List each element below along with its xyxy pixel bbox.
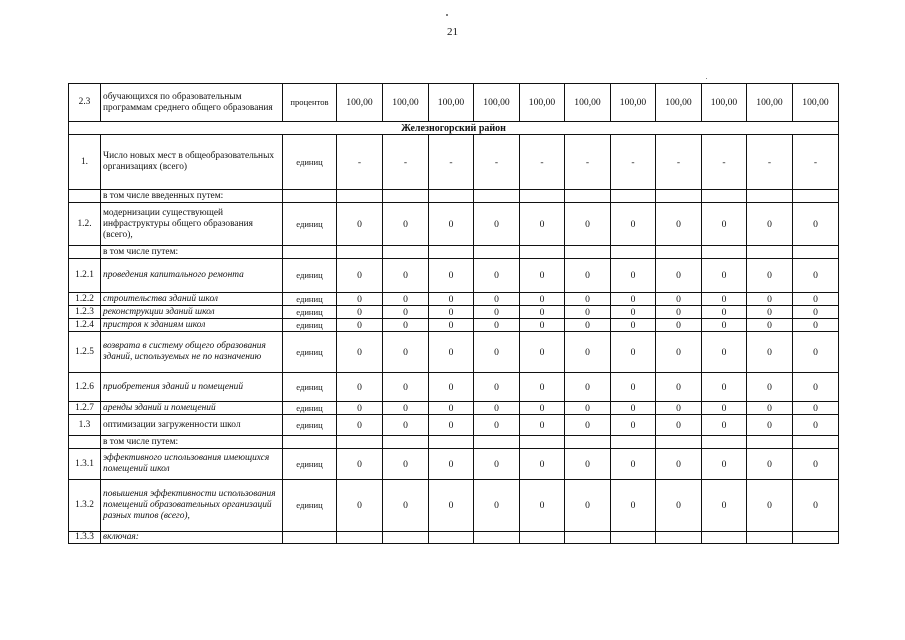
value-cell: - [656, 135, 702, 190]
value-cell: 0 [429, 332, 474, 373]
value-cell [520, 246, 565, 259]
table-row [69, 319, 839, 332]
value-cell: 100,00 [520, 84, 565, 122]
value-cell: 0 [656, 449, 702, 480]
row-number: 1.2.6 [69, 373, 101, 402]
row-label: модернизации существующей инфраструктуры общего образования (всего), [101, 203, 283, 246]
table-row [69, 259, 839, 293]
row-unit: единиц [283, 449, 337, 480]
row-unit [283, 436, 337, 449]
value-cell: 0 [520, 402, 565, 415]
value-cell: 0 [793, 402, 839, 415]
value-cell: 0 [611, 203, 656, 246]
scan-speck [706, 78, 707, 79]
table-body [69, 84, 839, 544]
value-cell [565, 532, 611, 544]
row-unit: единиц [283, 373, 337, 402]
value-cell [656, 246, 702, 259]
value-cell: 0 [565, 402, 611, 415]
row-label: включая: [101, 532, 283, 544]
value-cell: 100,00 [474, 84, 520, 122]
value-cell: 0 [656, 373, 702, 402]
value-cell: 0 [474, 293, 520, 306]
row-label: возврата в систему общего образования зданий, используемых не по назначению [101, 332, 283, 373]
row-label: в том числе путем: [101, 436, 283, 449]
value-cell: 0 [702, 415, 747, 436]
row-number: 1.2.4 [69, 319, 101, 332]
value-cell: 0 [611, 373, 656, 402]
value-cell: 0 [383, 449, 429, 480]
value-cell [429, 532, 474, 544]
row-label: реконструкции зданий школ [101, 306, 283, 319]
value-cell [337, 532, 383, 544]
value-cell [565, 246, 611, 259]
value-cell: 0 [429, 373, 474, 402]
value-cell: 0 [793, 306, 839, 319]
row-unit: единиц [283, 480, 337, 532]
value-cell: 100,00 [611, 84, 656, 122]
value-cell: 0 [474, 306, 520, 319]
value-cell [702, 246, 747, 259]
value-cell: 0 [383, 293, 429, 306]
value-cell: 0 [656, 402, 702, 415]
row-label: эффективного использования имеющихся помещений школ [101, 449, 283, 480]
value-cell: - [611, 135, 656, 190]
value-cell [565, 436, 611, 449]
value-cell [337, 436, 383, 449]
value-cell: 0 [565, 319, 611, 332]
value-cell: 0 [611, 480, 656, 532]
page-number: 21 [447, 26, 458, 38]
table-row [69, 203, 839, 246]
value-cell: 0 [565, 306, 611, 319]
value-cell: 0 [337, 319, 383, 332]
value-cell: 0 [656, 306, 702, 319]
row-label: в том числе путем: [101, 246, 283, 259]
value-cell: 0 [383, 203, 429, 246]
value-cell: 0 [520, 203, 565, 246]
value-cell: 0 [337, 402, 383, 415]
value-cell: 0 [474, 332, 520, 373]
value-cell: 0 [747, 449, 793, 480]
value-cell: 0 [337, 449, 383, 480]
value-cell: 0 [383, 319, 429, 332]
table-row [69, 402, 839, 415]
value-cell: 0 [565, 259, 611, 293]
value-cell [793, 190, 839, 203]
table-row [69, 332, 839, 373]
value-cell [520, 190, 565, 203]
table-row [69, 306, 839, 319]
value-cell: 0 [383, 480, 429, 532]
value-cell: 0 [474, 480, 520, 532]
value-cell: 0 [565, 449, 611, 480]
row-unit: единиц [283, 319, 337, 332]
value-cell: 0 [474, 203, 520, 246]
row-number: 2.3 [69, 84, 101, 122]
value-cell [383, 436, 429, 449]
value-cell: - [337, 135, 383, 190]
value-cell: 0 [337, 332, 383, 373]
value-cell: 0 [747, 415, 793, 436]
value-cell: 0 [747, 319, 793, 332]
value-cell: 0 [702, 332, 747, 373]
row-number: 1.3 [69, 415, 101, 436]
row-number [69, 436, 101, 449]
value-cell: 0 [656, 415, 702, 436]
value-cell: - [793, 135, 839, 190]
value-cell: 100,00 [383, 84, 429, 122]
indicators-table [68, 83, 839, 544]
value-cell: 0 [429, 415, 474, 436]
value-cell: 0 [702, 203, 747, 246]
value-cell [474, 246, 520, 259]
value-cell: 0 [656, 203, 702, 246]
value-cell: 0 [520, 332, 565, 373]
value-cell: 0 [474, 402, 520, 415]
row-number: 1.2.3 [69, 306, 101, 319]
row-number [69, 246, 101, 259]
value-cell: 0 [383, 373, 429, 402]
value-cell [383, 532, 429, 544]
value-cell [747, 246, 793, 259]
value-cell [656, 190, 702, 203]
scan-speck [446, 14, 448, 16]
value-cell [747, 532, 793, 544]
value-cell: 0 [611, 306, 656, 319]
value-cell: 0 [747, 373, 793, 402]
value-cell: 100,00 [702, 84, 747, 122]
value-cell: 0 [793, 293, 839, 306]
value-cell [793, 436, 839, 449]
value-cell [656, 436, 702, 449]
value-cell: 0 [337, 259, 383, 293]
value-cell: 0 [565, 203, 611, 246]
value-cell: 0 [429, 306, 474, 319]
row-label: оптимизации загруженности школ [101, 415, 283, 436]
row-number: 1.2.7 [69, 402, 101, 415]
value-cell: 0 [702, 449, 747, 480]
table-row [69, 190, 839, 203]
value-cell [429, 246, 474, 259]
value-cell: 0 [474, 449, 520, 480]
row-unit [283, 246, 337, 259]
row-label: аренды зданий и помещений [101, 402, 283, 415]
value-cell: 0 [611, 415, 656, 436]
value-cell: 0 [702, 259, 747, 293]
row-number: 1. [69, 135, 101, 190]
value-cell: 0 [565, 480, 611, 532]
section-header-row [69, 122, 839, 135]
value-cell [611, 246, 656, 259]
row-unit: единиц [283, 402, 337, 415]
row-unit: единиц [283, 293, 337, 306]
row-unit: единиц [283, 259, 337, 293]
table-row [69, 373, 839, 402]
value-cell: 0 [747, 332, 793, 373]
value-cell [611, 436, 656, 449]
value-cell: 0 [520, 415, 565, 436]
value-cell [383, 246, 429, 259]
row-unit: единиц [283, 415, 337, 436]
value-cell: 0 [565, 373, 611, 402]
value-cell [793, 532, 839, 544]
value-cell [793, 246, 839, 259]
value-cell: 0 [565, 293, 611, 306]
value-cell: 100,00 [656, 84, 702, 122]
value-cell: 0 [520, 259, 565, 293]
value-cell: - [520, 135, 565, 190]
row-number: 1.2. [69, 203, 101, 246]
row-label: обучающихся по образовательным программам среднего общего образования [101, 84, 283, 122]
value-cell: 0 [337, 480, 383, 532]
value-cell: 0 [474, 415, 520, 436]
value-cell [474, 532, 520, 544]
value-cell: 0 [611, 332, 656, 373]
section-title: Железногорский район [69, 122, 839, 135]
value-cell: 0 [429, 480, 474, 532]
value-cell: 0 [565, 415, 611, 436]
row-label: Число новых мест в общеобразовательных организациях (всего) [101, 135, 283, 190]
value-cell: 0 [702, 319, 747, 332]
value-cell: 0 [747, 259, 793, 293]
table-row [69, 246, 839, 259]
row-unit: единиц [283, 306, 337, 319]
value-cell: 0 [337, 373, 383, 402]
row-label: повышения эффективности использования помещений образовательных организаций разных типов (всего), [101, 480, 283, 532]
row-label: пристроя к зданиям школ [101, 319, 283, 332]
value-cell: 0 [383, 259, 429, 293]
table-row [69, 480, 839, 532]
value-cell [702, 436, 747, 449]
value-cell [747, 436, 793, 449]
row-label: приобретения зданий и помещений [101, 373, 283, 402]
value-cell: 0 [747, 480, 793, 532]
value-cell: 0 [520, 306, 565, 319]
table-row [69, 135, 839, 190]
value-cell: 0 [383, 332, 429, 373]
value-cell: 0 [383, 402, 429, 415]
value-cell: 0 [337, 203, 383, 246]
value-cell: 0 [474, 373, 520, 402]
value-cell: 0 [656, 293, 702, 306]
table-row [69, 293, 839, 306]
value-cell: 0 [747, 293, 793, 306]
value-cell: 0 [656, 259, 702, 293]
value-cell: 0 [520, 293, 565, 306]
value-cell: 0 [611, 319, 656, 332]
row-number: 1.2.5 [69, 332, 101, 373]
value-cell [429, 436, 474, 449]
value-cell: 0 [747, 306, 793, 319]
row-number: 1.2.1 [69, 259, 101, 293]
value-cell: 0 [611, 402, 656, 415]
value-cell: 0 [429, 449, 474, 480]
table-row [69, 415, 839, 436]
value-cell [520, 532, 565, 544]
row-number: 1.2.2 [69, 293, 101, 306]
value-cell: 0 [337, 293, 383, 306]
value-cell: - [429, 135, 474, 190]
value-cell: 0 [793, 259, 839, 293]
row-unit: процентов [283, 84, 337, 122]
value-cell [474, 190, 520, 203]
value-cell: 0 [793, 373, 839, 402]
value-cell: 0 [474, 259, 520, 293]
value-cell: - [565, 135, 611, 190]
row-unit: единиц [283, 332, 337, 373]
value-cell: 100,00 [337, 84, 383, 122]
value-cell: 0 [793, 332, 839, 373]
value-cell [337, 190, 383, 203]
value-cell: 0 [793, 319, 839, 332]
value-cell: 0 [793, 449, 839, 480]
value-cell: 0 [793, 203, 839, 246]
value-cell: 0 [702, 480, 747, 532]
row-number [69, 190, 101, 203]
value-cell: 0 [656, 480, 702, 532]
value-cell: 0 [656, 332, 702, 373]
value-cell: 0 [611, 449, 656, 480]
value-cell: 0 [337, 306, 383, 319]
value-cell [429, 190, 474, 203]
row-unit [283, 532, 337, 544]
value-cell [702, 532, 747, 544]
value-cell: 0 [429, 259, 474, 293]
value-cell [383, 190, 429, 203]
row-number: 1.3.1 [69, 449, 101, 480]
value-cell [747, 190, 793, 203]
row-label: строительства зданий школ [101, 293, 283, 306]
table-row [69, 436, 839, 449]
value-cell: 0 [474, 319, 520, 332]
value-cell: 0 [337, 415, 383, 436]
row-number: 1.3.3 [69, 532, 101, 544]
value-cell: 0 [383, 415, 429, 436]
value-cell [565, 190, 611, 203]
row-label: в том числе введенных путем: [101, 190, 283, 203]
value-cell: 0 [702, 293, 747, 306]
value-cell: 0 [520, 373, 565, 402]
value-cell [611, 190, 656, 203]
value-cell [611, 532, 656, 544]
row-unit: единиц [283, 135, 337, 190]
value-cell: 0 [520, 319, 565, 332]
value-cell: 0 [702, 306, 747, 319]
value-cell: - [474, 135, 520, 190]
value-cell: 0 [565, 332, 611, 373]
value-cell: 100,00 [429, 84, 474, 122]
value-cell: 0 [520, 480, 565, 532]
value-cell: - [702, 135, 747, 190]
value-cell: 0 [747, 203, 793, 246]
value-cell: 0 [611, 259, 656, 293]
value-cell: 0 [793, 480, 839, 532]
value-cell: - [747, 135, 793, 190]
value-cell: 0 [702, 373, 747, 402]
value-cell: 100,00 [747, 84, 793, 122]
table-row [69, 532, 839, 544]
value-cell: 0 [429, 293, 474, 306]
value-cell [656, 532, 702, 544]
value-cell: 0 [793, 415, 839, 436]
row-unit: единиц [283, 203, 337, 246]
value-cell: 0 [520, 449, 565, 480]
value-cell: 0 [429, 203, 474, 246]
value-cell: 0 [747, 402, 793, 415]
row-unit [283, 190, 337, 203]
value-cell: 100,00 [565, 84, 611, 122]
value-cell [520, 436, 565, 449]
table-row [69, 449, 839, 480]
row-label: проведения капитального ремонта [101, 259, 283, 293]
value-cell: 0 [611, 293, 656, 306]
table-row [69, 84, 839, 122]
row-number: 1.3.2 [69, 480, 101, 532]
value-cell: 100,00 [793, 84, 839, 122]
value-cell [474, 436, 520, 449]
value-cell: 0 [429, 319, 474, 332]
value-cell: - [383, 135, 429, 190]
value-cell: 0 [702, 402, 747, 415]
value-cell: 0 [429, 402, 474, 415]
value-cell: 0 [656, 319, 702, 332]
value-cell [337, 246, 383, 259]
value-cell: 0 [383, 306, 429, 319]
value-cell [702, 190, 747, 203]
